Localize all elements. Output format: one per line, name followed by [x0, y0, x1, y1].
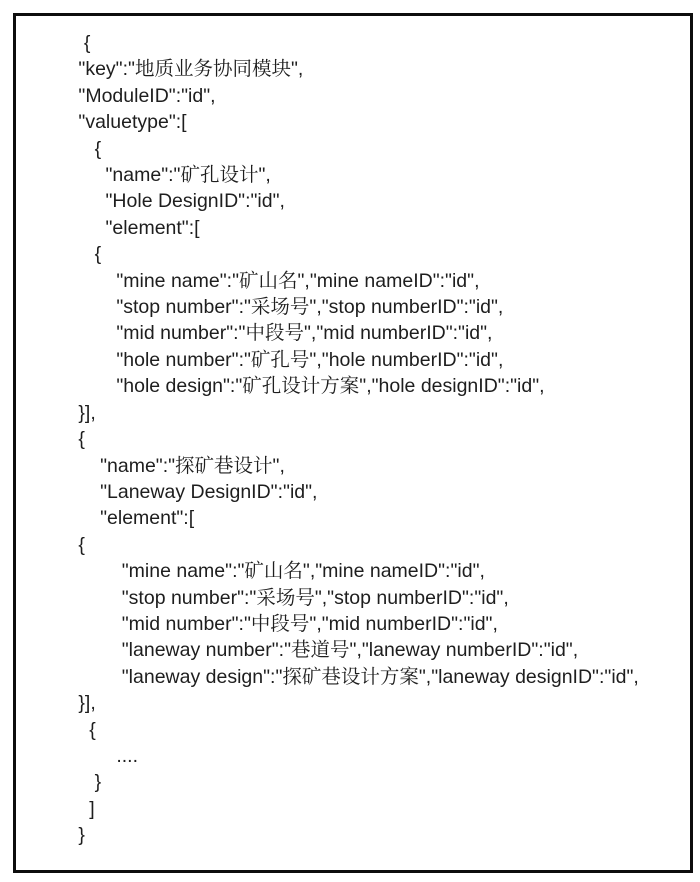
code-line: { — [73, 137, 102, 160]
code-line: "laneway design":"探矿巷设计方案","laneway designID":"id", — [73, 665, 639, 688]
code-line: "mine name":"矿山名","mine nameID":"id", — [73, 269, 480, 292]
code-line: } — [73, 824, 85, 847]
code-line: "mine name":"矿山名","mine nameID":"id", — [73, 560, 485, 583]
json-code-block — [16, 16, 690, 849]
code-line: }], — [73, 692, 96, 715]
code-line: "stop number":"采场号","stop numberID":"id", — [73, 586, 509, 609]
code-line: } — [73, 771, 102, 794]
code-line: "Laneway DesignID":"id", — [73, 480, 318, 503]
code-line: "Hole DesignID":"id", — [73, 190, 285, 213]
code-line: "valuetype":[ — [73, 111, 187, 134]
code-line: "laneway number":"巷道号","laneway numberID":"id", — [73, 639, 579, 662]
code-line: "hole number":"矿孔号","hole numberID":"id", — [73, 348, 504, 371]
code-line: { — [73, 533, 85, 556]
code-line: "ModuleID":"id", — [73, 84, 216, 107]
code-line: "element":[ — [73, 507, 195, 530]
code-line: ] — [73, 797, 95, 820]
code-line: { — [73, 243, 102, 266]
code-line: "hole design":"矿孔设计方案","hole designID":"id", — [73, 375, 545, 398]
code-line: "name":"矿孔设计", — [73, 164, 271, 187]
code-line: "element":[ — [73, 216, 200, 239]
code-line: "name":"探矿巷设计", — [73, 454, 285, 477]
code-line: .... — [73, 744, 139, 767]
code-line: { — [73, 32, 91, 54]
code-line: { — [73, 718, 96, 741]
code-line: "stop number":"采场号","stop numberID":"id", — [73, 296, 504, 319]
code-line: "key":"地质业务协同模块", — [73, 58, 304, 81]
code-line: "mid number":"中段号","mid numberID":"id", — [73, 612, 498, 635]
figure-border-frame — [13, 13, 693, 873]
code-line: }], — [73, 401, 96, 424]
code-line: { — [73, 428, 85, 451]
code-line: "mid number":"中段号","mid numberID":"id", — [73, 322, 493, 345]
